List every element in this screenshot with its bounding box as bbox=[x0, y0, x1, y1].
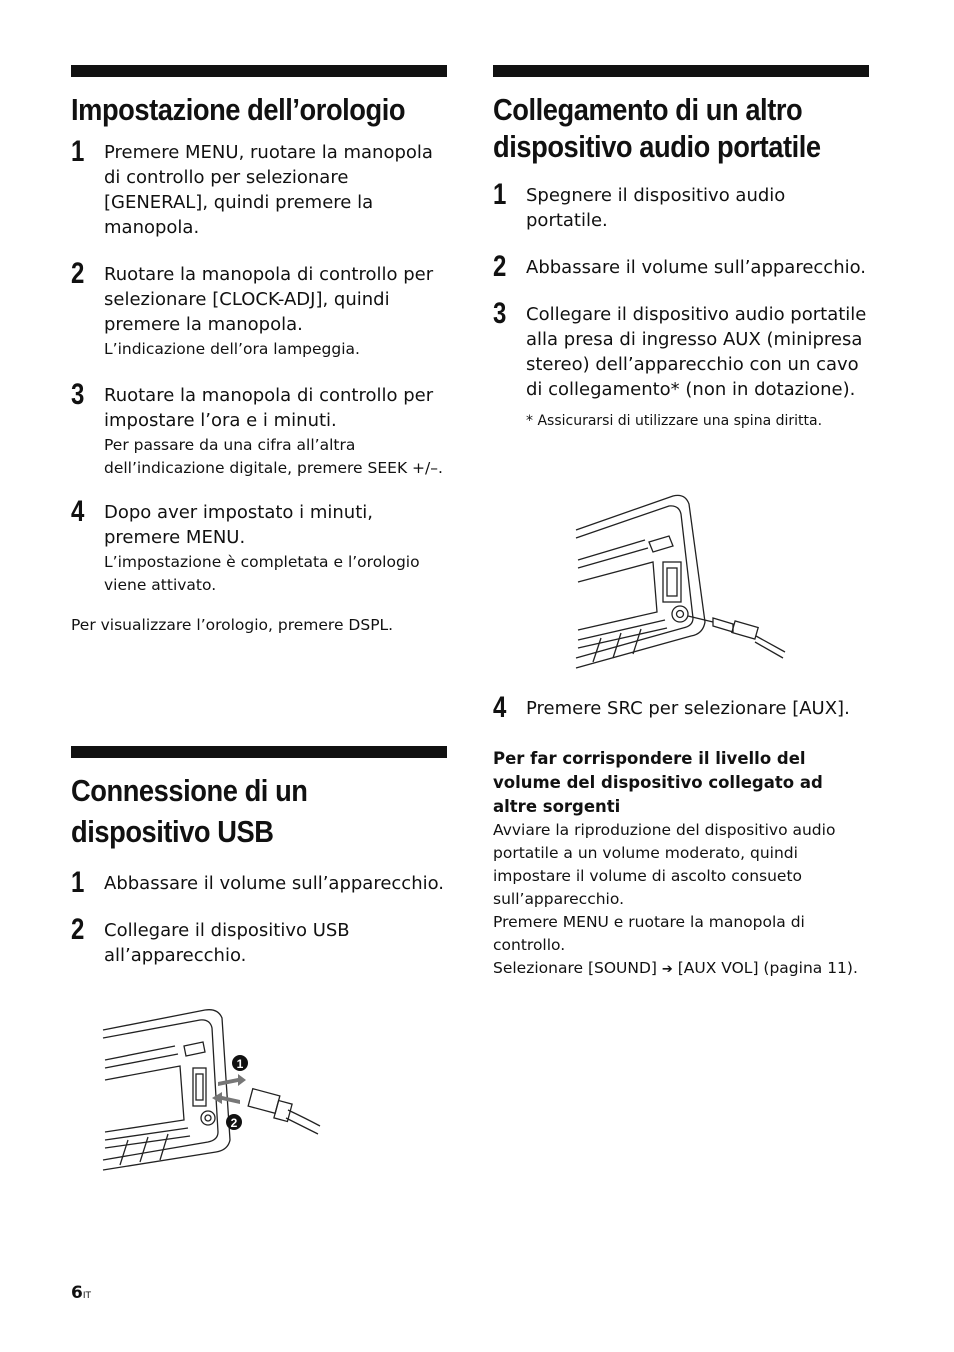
body-paragraph-3 bbox=[493, 957, 869, 981]
step-number: 3 bbox=[493, 297, 507, 330]
page-number-value: 6 bbox=[71, 1283, 83, 1303]
step-text: Ruotare la manopola di controllo per impostare l’ora e i minuti. bbox=[104, 385, 434, 431]
usb-connection-illustration bbox=[100, 1000, 330, 1175]
step-2 bbox=[71, 257, 447, 361]
step-note: Per passare da una cifra all’altra dell’indicazione digitale, premere SEEK +/–. bbox=[104, 436, 443, 477]
section-rule bbox=[71, 746, 447, 758]
step-number: 3 bbox=[71, 378, 85, 411]
step-3 bbox=[493, 297, 869, 431]
clock-section bbox=[71, 65, 447, 637]
clock-footer-text: Per visualizzare l’orologio, premere DSPL. bbox=[71, 616, 394, 634]
body-paragraph-1: Avviare la riproduzione del dispositivo audio portatile a un volume moderato, quindi impostare il volume di ascolto consueto sull’apparecchio. bbox=[493, 821, 836, 908]
callout-1-label: 1 bbox=[236, 1057, 244, 1071]
subheading: Per far corrispondere il livello del volume del dispositivo collegato ad altre sorgenti bbox=[493, 749, 823, 816]
step-text: Spegnere il dispositivo audio portatile. bbox=[526, 185, 786, 231]
body-text: Selezionare [SOUND] bbox=[493, 959, 662, 977]
step-number: 4 bbox=[493, 691, 507, 724]
section-title-line2: dispositivo audio portatile bbox=[493, 129, 821, 164]
step-text: Ruotare la manopola di controllo per selezionare [CLOCK-ADJ], quindi premere la manopola. bbox=[104, 264, 434, 335]
step-number: 1 bbox=[71, 135, 85, 168]
step-number: 2 bbox=[71, 257, 85, 290]
step-number: 2 bbox=[493, 250, 507, 283]
step-1 bbox=[71, 866, 447, 899]
arrow-right-icon: ➔ bbox=[661, 962, 673, 977]
section-title: Impostazione dell’orologio bbox=[71, 92, 406, 127]
aux-section bbox=[493, 65, 869, 431]
step-text: Dopo aver impostato i minuti, premere MENU. bbox=[104, 502, 373, 548]
step-text: Abbassare il volume sull’apparecchio. bbox=[104, 873, 445, 894]
step-number: 1 bbox=[71, 866, 85, 899]
aux-connection-illustration bbox=[573, 490, 793, 670]
aux-section-cont bbox=[493, 691, 869, 981]
page-number bbox=[71, 1283, 91, 1303]
step-2 bbox=[71, 913, 447, 968]
step-2 bbox=[493, 250, 869, 283]
section-rule bbox=[71, 65, 447, 77]
footnote: * Assicurarsi di utilizzare una spina diritta. bbox=[526, 413, 823, 429]
usb-section bbox=[71, 746, 447, 968]
step-note: L’indicazione dell’ora lampeggia. bbox=[104, 340, 360, 358]
step-4 bbox=[71, 495, 447, 597]
step-4 bbox=[493, 691, 869, 724]
section-title-line1: Connessione di un bbox=[71, 773, 308, 808]
step-1 bbox=[71, 135, 447, 240]
step-note: L’impostazione è completata e l’orologio viene attivato. bbox=[104, 553, 420, 594]
step-text: Abbassare il volume sull’apparecchio. bbox=[526, 257, 867, 278]
step-text: Premere SRC per selezionare [AUX]. bbox=[526, 698, 850, 719]
section-rule bbox=[493, 65, 869, 77]
step-number: 4 bbox=[71, 495, 85, 528]
step-text: Collegare il dispositivo USB all’apparecchio. bbox=[104, 920, 350, 966]
body-paragraph-2: Premere MENU e ruotare la manopola di controllo. bbox=[493, 913, 805, 954]
step-text: Collegare il dispositivo audio portatile alla presa di ingresso AUX (minipresa stereo) dell’apparecchio con un cavo di collegamento* (non in dotazione). bbox=[526, 304, 867, 400]
section-title-line1: Collegamento di un altro bbox=[493, 92, 803, 127]
step-3 bbox=[71, 378, 447, 480]
step-text: Premere MENU, ruotare la manopola di controllo per selezionare [GENERAL], quindi premere la manopola. bbox=[104, 142, 433, 238]
step-number: 2 bbox=[71, 913, 85, 946]
step-1 bbox=[493, 178, 869, 233]
section-title-line2: dispositivo USB bbox=[71, 814, 274, 849]
body-text: [AUX VOL] (pagina 11). bbox=[672, 959, 858, 977]
page-language-code: IT bbox=[82, 1291, 91, 1301]
callout-2-label: 2 bbox=[230, 1116, 238, 1130]
step-number: 1 bbox=[493, 178, 507, 211]
